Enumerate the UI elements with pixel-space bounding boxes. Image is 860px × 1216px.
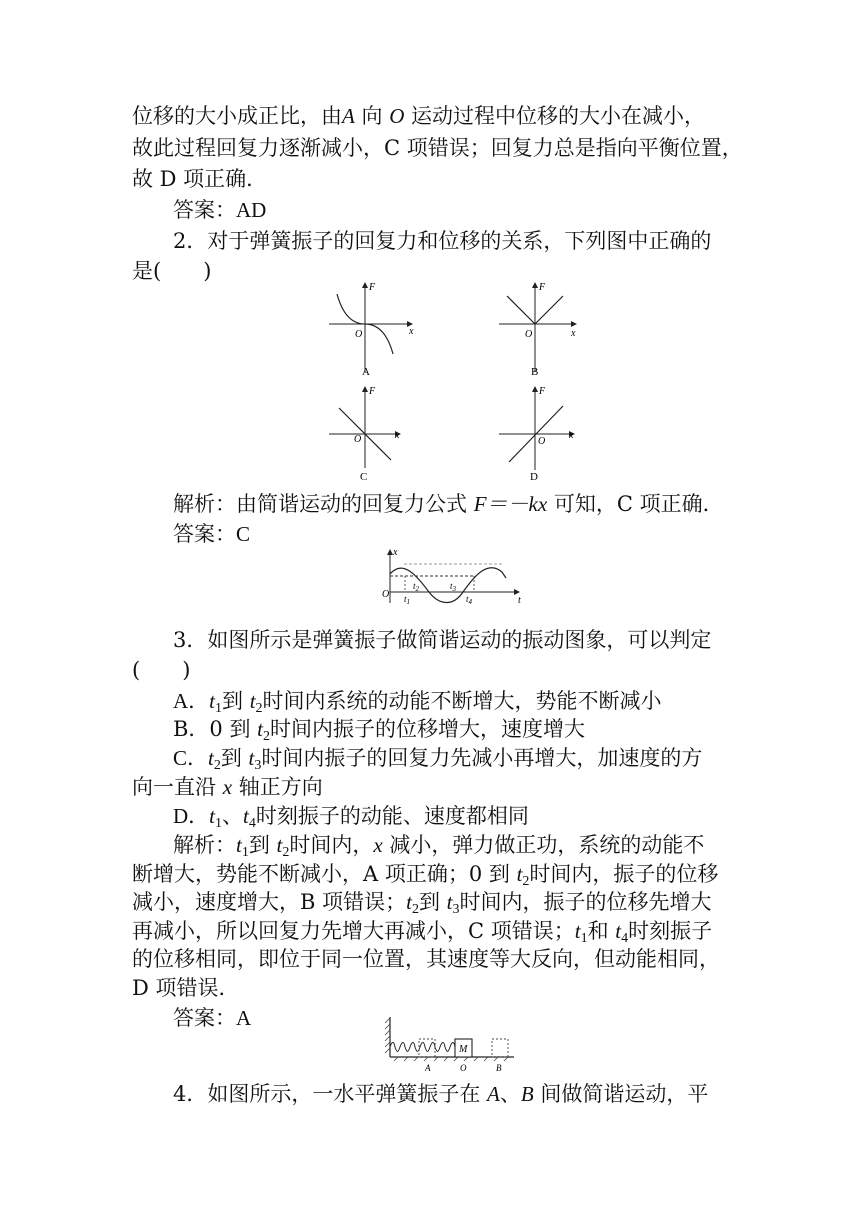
question-3-stem: 3．如图所示是弹簧振子做简谐运动的振动图象，可以判定 [173, 628, 712, 652]
graph-b-label: B [531, 366, 539, 378]
vibration-t1: $t_1$ [404, 594, 411, 606]
question-3-stem-cont: ( ) [132, 658, 191, 682]
question-2-stem: 2．对于弹簧振子的回复力和位移的关系，下列图中正确的 [173, 229, 712, 253]
graph-c-x-label: x [395, 430, 400, 441]
graph-a [325, 280, 415, 378]
graph-c [325, 382, 415, 482]
analysis-3-line1: 解析：$t_1$到 $t_2$时间内，x 减小，弹力做正功，系统的动能不 [173, 833, 705, 860]
spring-oscillator-figure [382, 1013, 522, 1073]
analysis-3-line4: 再减小，所以回复力先增大再减小，C 项错误；$t_1$和 $t_4$时刻振子 [132, 919, 713, 946]
graph-d [495, 382, 585, 482]
text-line: 位移的大小成正比，由A 向 O 运动过程中位移的大小在减小， [132, 104, 706, 128]
graph-a-label: A [362, 366, 370, 378]
graph-c-label: C [360, 471, 368, 482]
option-d: D．$t_1$、$t_4$时刻振子的动能、速度都相同 [173, 804, 529, 831]
analysis-3-line6: D 项错误． [132, 976, 240, 1000]
graph-a-x-label: x [409, 326, 414, 337]
answer-line: 答案：AD [173, 198, 267, 222]
question-2-stem-cont: 是( ) [132, 259, 212, 283]
option-c-cont: 向一直沿 x 轴正方向 [132, 775, 323, 799]
graph-a-origin: O [355, 329, 363, 340]
vibration-x-label: t [518, 595, 521, 606]
option-a: A．$t_1$到 $t_2$时间内系统的动能不断增大，势能不断减小 [173, 689, 662, 716]
figure-point-a: A [425, 1063, 431, 1073]
graph-b-y-label: F [539, 282, 546, 293]
graph-b-x-label: x [571, 328, 576, 339]
analysis-3-line2: 断增大，势能不断减小，A 项正确；0 到 $t_2$时间内，振子的位移 [132, 862, 719, 889]
graph-c-y-label: F [369, 386, 376, 397]
text-line: 故此过程回复力逐渐减小，C 项错误；回复力总是指向平衡位置， [132, 136, 743, 160]
graph-d-x-label: x [569, 430, 574, 441]
figure-mass-label: M [459, 1044, 468, 1055]
vibration-origin: O [382, 589, 390, 600]
graph-d-y-label: F [539, 386, 546, 397]
graph-a-y-label: F [369, 282, 376, 293]
figure-point-b: B [496, 1063, 502, 1073]
analysis-2: 解析：由简谐运动的回复力公式 F＝－kx 可知，C 项正确． [173, 492, 724, 516]
graph-d-origin: O [538, 436, 546, 447]
graph-c-origin: O [354, 434, 362, 445]
analysis-3-line3: 减小，速度增大，B 项错误；$t_2$到 $t_3$时间内，振子的位移先增大 [132, 890, 712, 917]
figure-point-o: O [460, 1063, 467, 1073]
vibration-y-label: x [393, 547, 398, 558]
vibration-t4: $t_4$ [466, 594, 473, 606]
answer-3: 答案：A [173, 1006, 252, 1030]
vibration-t2: $t_2$ [413, 581, 420, 593]
option-b: B．0 到 $t_2$时间内振子的位移增大，速度增大 [173, 717, 585, 744]
graph-d-label: D [530, 471, 538, 482]
graph-b-origin: O [525, 329, 533, 340]
text-line: 故 D 项正确． [132, 167, 268, 191]
vibration-graph [378, 545, 528, 607]
analysis-3-line5: 的位移相同，即位于同一位置，其速度等大反向，但动能相同， [132, 947, 720, 971]
answer-2: 答案：C [173, 522, 251, 546]
option-c: C．$t_2$到 $t_3$时间内振子的回复力先减小再增大，加速度的方 [173, 746, 703, 773]
vibration-t3: $t_3$ [450, 581, 457, 593]
graph-b [495, 280, 585, 378]
question-4-stem: 4．如图所示，一水平弹簧振子在 A、B 间做简谐运动，平 [173, 1082, 709, 1106]
